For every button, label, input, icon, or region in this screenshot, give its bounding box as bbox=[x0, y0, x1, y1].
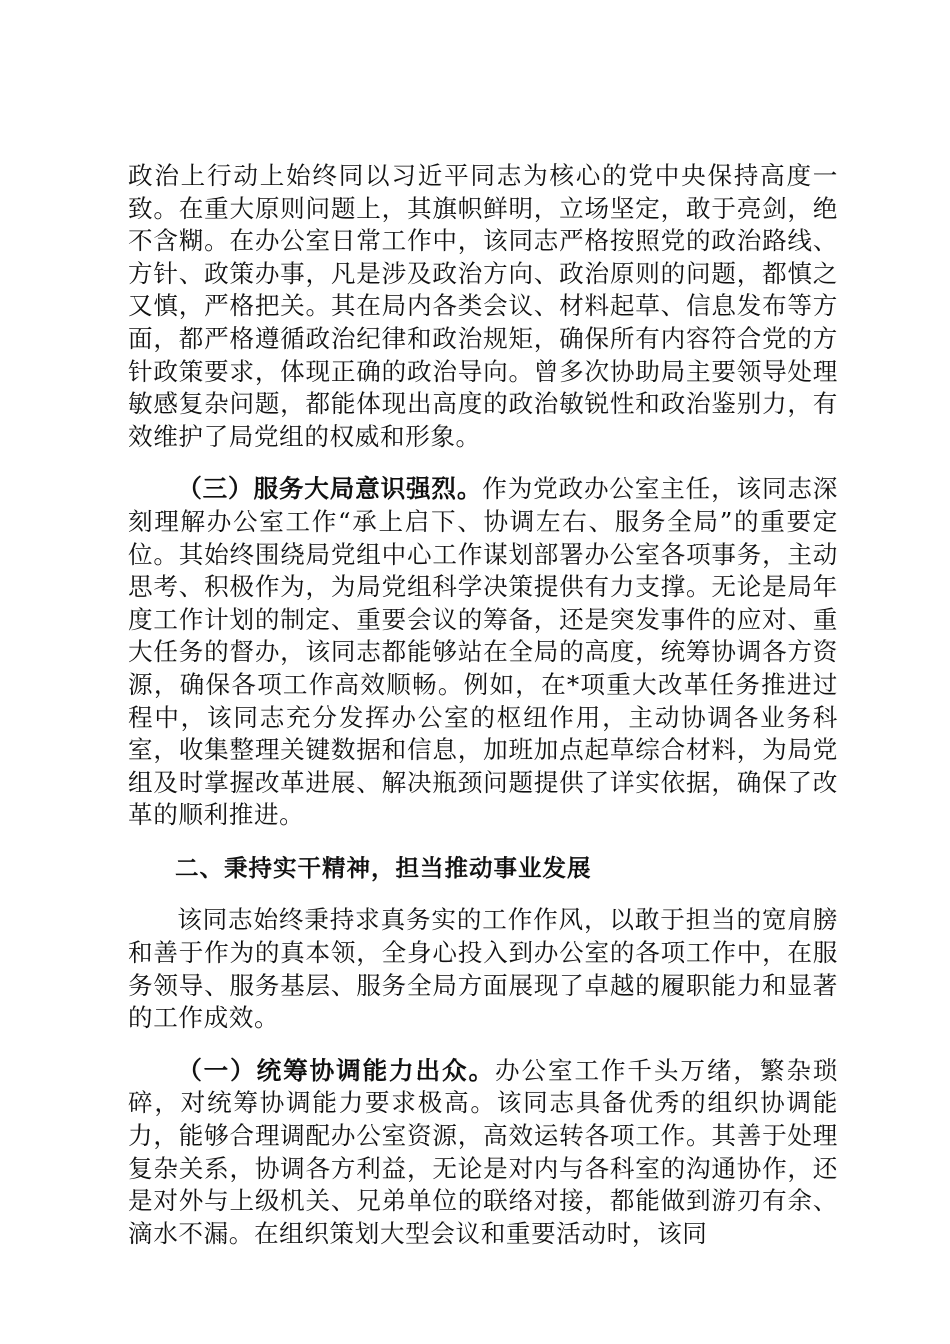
paragraph-lead-heading: （一）统筹协调能力出众。 bbox=[177, 1055, 495, 1085]
paragraph-political-stance bbox=[128, 160, 838, 453]
paragraph-text: 该同志始终秉持求真务实的工作作风，以敢于担当的宽肩膀和善于作为的真本领，全身心投入到办公室的各项工作中，在服务领导、服务基层、服务全局方面展现了卓越的履职能力和显著的工作成效。 bbox=[128, 905, 838, 1033]
paragraph-section-intro bbox=[128, 904, 838, 1034]
document-body bbox=[128, 160, 838, 1270]
paragraph-text: 作为党政办公室主任，该同志深刻理解办公室工作“承上启下、协调左右、服务全局”的重要定位。其始终围绕局党组中心工作谋划部署办公室各项事务，主动思考、积极作为，为局党组科学决策提供有力支撑。无论是局年度工作计划的制定、重要会议的筹备，还是突发事件的应对、重大任务的督办，该同志都能够站在全局的高度，统筹协调各方资源，确保各项工作高效顺畅。例如，在*项重大改革任务推进过程中，该同志充分发挥办公室的枢纽作用，主动协调各业务科室，收集整理关键数据和信息，加班加点起草综合材料，为局党组及时掌握改革进展、解决瓶颈问题提供了详实依据，确保了改革的顺利推进。 bbox=[128, 474, 838, 830]
section-heading: 二、秉持实干精神，担当推动事业发展 bbox=[175, 853, 592, 882]
paragraph-text: 政治上行动上始终同以习近平同志为核心的党中央保持高度一致。在重大原则问题上，其旗帜鲜明，立场坚定，敢于亮剑，绝不含糊。在办公室日常工作中，该同志严格按照党的政治路线、方针、政策办事，凡是涉及政治方向、政治原则的问题，都慎之又慎，严格把关。其在局内各类会议、材料起草、信息发布等方面，都严格遵循政治纪律和政治规矩，确保所有内容符合党的方针政策要求，体现正确的政治导向。曾多次协助局主要领导处理敏感复杂问题，都能体现出高度的政治敏锐性和政治鉴别力，有效维护了局党组的权威和形象。 bbox=[128, 161, 838, 451]
paragraph-coordination-ability bbox=[128, 1055, 838, 1251]
paragraph-text: 办公室工作千头万绪，繁杂琐碎，对统筹协调能力要求极高。该同志具备优秀的组织协调能力，能够合理调配办公室资源，高效运转各项工作。其善于处理复杂关系，协调各方利益，无论是对内与各科室的沟通协作，还是对外与上级机关、兄弟单位的联络对接，都能做到游刃有余、滴水不漏。在组织策划大型会议和重要活动时，该同 bbox=[128, 1055, 838, 1248]
paragraph-lead-heading: （三）服务大局意识强烈。 bbox=[177, 474, 483, 504]
paragraph-service-overall bbox=[128, 473, 838, 832]
